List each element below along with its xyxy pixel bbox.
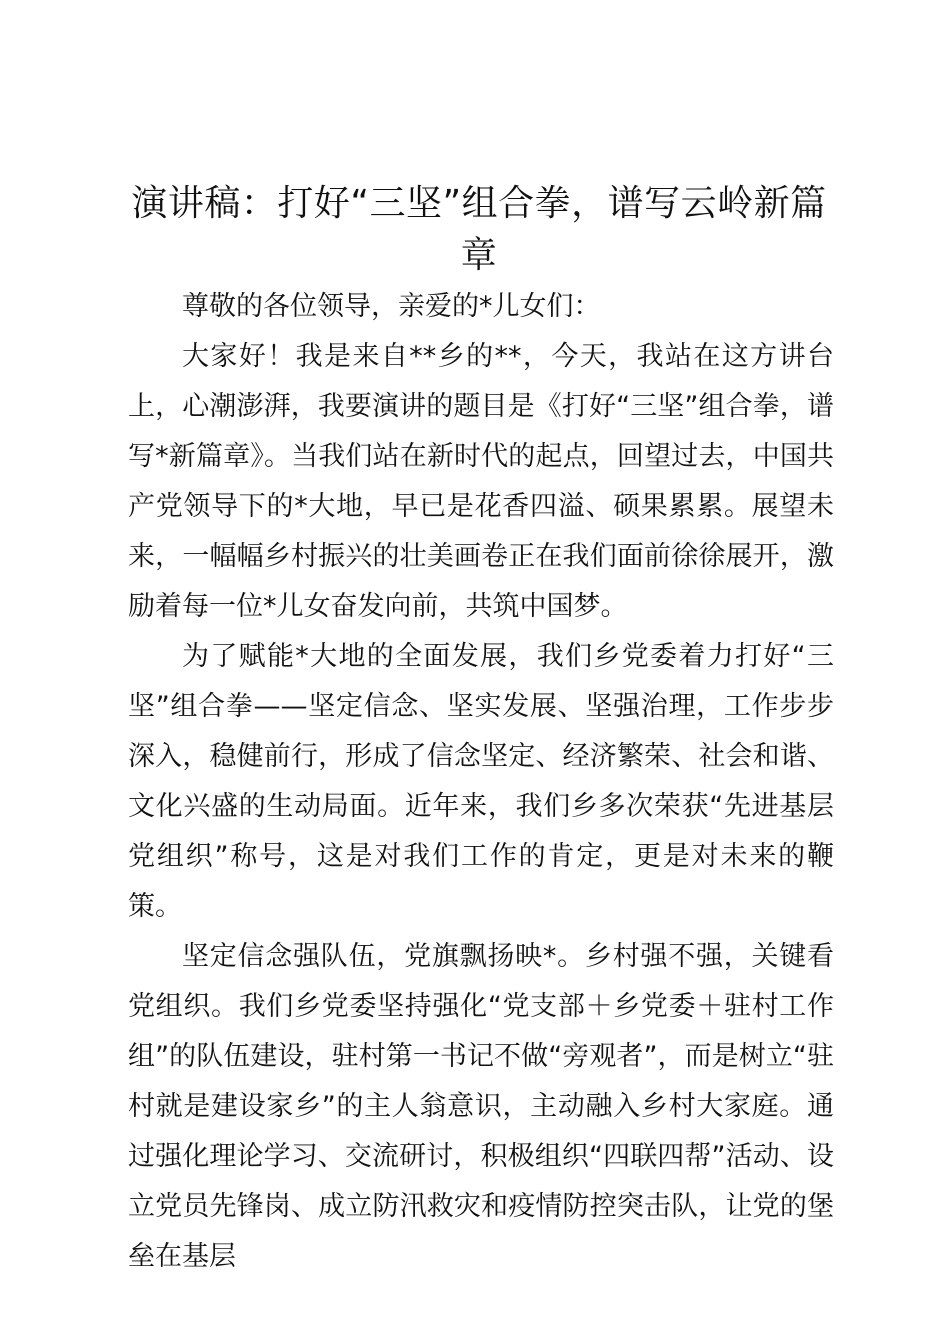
body-paragraph: 大家好！我是来自**乡的**，今天，我站在这方讲台上，心潮澎湃，我要演讲的题目是《打好“三坚”组合拳，谱写*新篇章》。当我们站在新时代的起点，回望过去，中国共产党领导下的*大地，早已是花香四溢、硕果累累。展望未来，一幅幅乡村振兴的壮美画卷正在我们面前徐徐展开，激励着每一位*儿女奋发向前，共筑中国梦。 xyxy=(128,341,834,622)
salutation-paragraph: 尊敬的各位领导，亲爱的*儿女们： xyxy=(182,291,601,322)
body-paragraph: 坚定信念强队伍，党旗飘扬映*。乡村强不强，关键看党组织。我们乡党委坚持强化“党支部＋乡党委＋驻村工作组”的队伍建设，驻村第一书记不做“旁观者”，而是树立“驻村就是建设家乡”的主人翁意识，主动融入乡村大家庭。通过强化理论学习、交流研讨，积极组织“四联四帮”活动、设立党员先锋岗、成立防汛救灾和疫情防控突击队，让党的堡垒在基层 xyxy=(128,941,834,1272)
body-paragraph: 为了赋能*大地的全面发展，我们乡党委着力打好“三坚”组合拳——坚定信念、坚实发展、坚强治理，工作步步深入，稳健前行，形成了信念坚定、经济繁荣、社会和谐、文化兴盛的生动局面。近年来，我们乡多次荣获“先进基层党组织”称号，这是对我们工作的肯定，更是对未来的鞭策。 xyxy=(128,641,834,922)
document-title: 演讲稿：打好“三坚”组合拳，谱写云岭新篇章 xyxy=(131,183,827,276)
document-body xyxy=(128,282,834,1282)
